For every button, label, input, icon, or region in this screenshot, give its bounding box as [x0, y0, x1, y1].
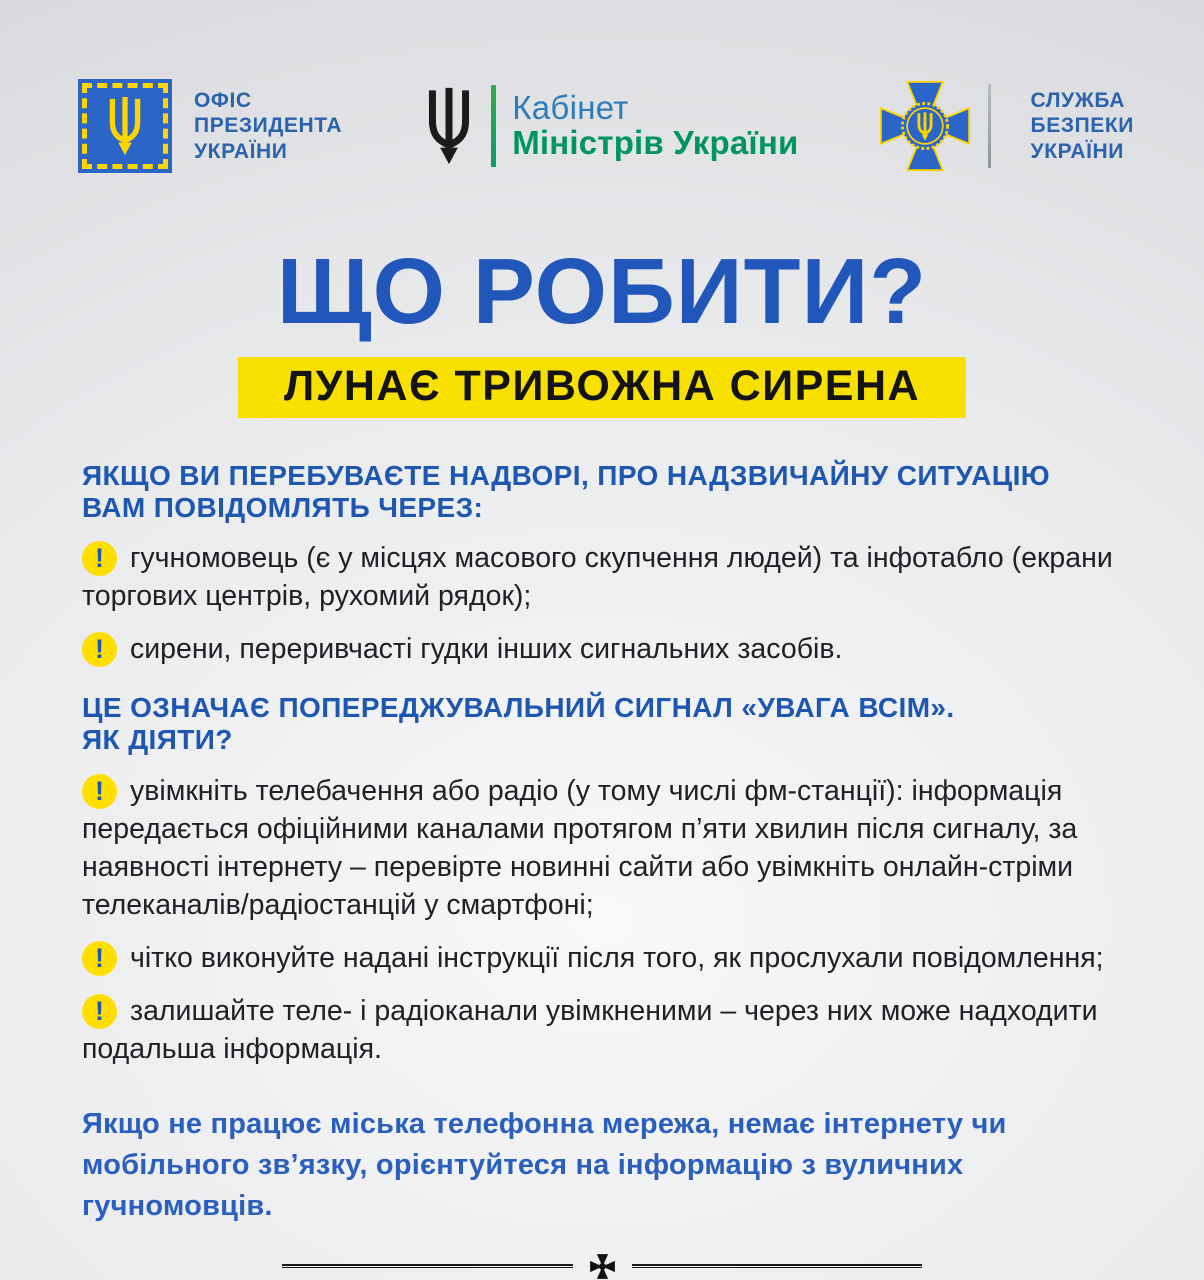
logo-text-line: ОФІС [194, 88, 252, 112]
president-office-logo [78, 79, 342, 173]
divider-line-left [282, 1264, 573, 1268]
bullet-text: увімкніть телебачення або радіо (у тому числі фм-станції): інформація передається офіційними каналами протягом п’яти хвилин після сигналу, за наявності інтернету – перевірте новинні сайти або увімкніть онлайн-стріми телеканалів/радіостанцій у смартфоні; [82, 774, 1078, 921]
bullet-text: чітко виконуйте надані інструкції після того, як прослухали повідомлення; [130, 941, 1104, 974]
sbu-cross-emblem-icon [878, 79, 972, 173]
cross-pattee-icon [589, 1253, 616, 1280]
trident-emblem-icon [78, 79, 172, 173]
bullet-list-notification-means [82, 539, 1122, 668]
bullet-text: сирени, переривчасті гудки інших сигнальних засобів. [130, 633, 843, 666]
list-item [82, 630, 1122, 668]
security-service-label [1031, 88, 1134, 165]
exclamation-circle-icon: ! [82, 632, 117, 667]
exclamation-circle-icon: ! [82, 994, 117, 1029]
exclamation-circle-icon: ! [82, 774, 117, 809]
cabinet-of-ministers-logo [421, 82, 798, 170]
logo-text-line: УКРАЇНИ [1030, 139, 1124, 163]
heading-line: ЯК ДІЯТИ? [82, 724, 233, 756]
list-item [82, 992, 1122, 1068]
trident-icon [102, 95, 148, 157]
section-heading-what-to-do [82, 692, 1122, 756]
president-office-label [194, 88, 342, 165]
list-item [82, 939, 1122, 977]
exclamation-circle-icon: ! [82, 541, 117, 576]
logos-header [78, 68, 1134, 184]
bullet-text: залишайте теле- і радіоканали увімкненими – через них може надходити подальша інформація. [82, 994, 1098, 1065]
bullet-list-actions [82, 772, 1122, 1068]
cabinet-label [512, 91, 798, 160]
trident-outline-icon [421, 82, 477, 170]
footer-note [82, 1104, 1122, 1227]
heading-line: ЦЕ ОЗНАЧАЄ ПОПЕРЕДЖУВАЛЬНИЙ СИГНАЛ «УВАГА ВСІМ». [82, 692, 955, 724]
instructions-content [82, 460, 1122, 1068]
divider-line-right [632, 1264, 923, 1268]
bullet-text: гучномовець (є у місцях масового скупчення людей) та інфотабло (екрани торгових центрів, рухомий рядок); [82, 542, 1113, 613]
footer-note-line: Якщо не працює міська телефонна мережа, немає інтернету чи [82, 1107, 1007, 1140]
exclamation-circle-icon: ! [82, 941, 117, 976]
logo-text-line: БЕЗПЕКИ [1030, 114, 1134, 138]
heading-line: ЯКЩО ВИ ПЕРЕБУВАЄТЕ НАДВОРІ, ПРО НАДЗВИЧАЙНУ СИТУАЦІЮ [82, 459, 1051, 491]
security-service-logo [878, 79, 1134, 173]
cabinet-label-line2: Міністрів України [512, 124, 799, 161]
gray-divider-bar [988, 84, 991, 168]
logo-text-line: ПРЕЗИДЕНТА [194, 114, 343, 138]
logo-text-line: УКРАЇНИ [194, 139, 288, 163]
section-heading-outdoors [82, 460, 1122, 524]
heading-line: ВАМ ПОВІДОМЛЯТЬ ЧЕРЕЗ: [82, 492, 484, 524]
page-title: ЩО РОБИТИ? [276, 239, 928, 343]
green-divider-bar [491, 85, 496, 167]
list-item [82, 772, 1122, 924]
footer-note-line: мобільного зв’язку, орієнтуйтеся на інформацію з вуличних гучномовців. [82, 1148, 964, 1222]
siren-banner: ЛУНАЄ ТРИВОЖНА СИРЕНА [238, 357, 966, 418]
cabinet-label-line1: Кабінет [512, 89, 629, 127]
logo-text-line: СЛУЖБА [1030, 88, 1126, 112]
list-item [82, 539, 1122, 615]
footer-divider [282, 1253, 922, 1280]
